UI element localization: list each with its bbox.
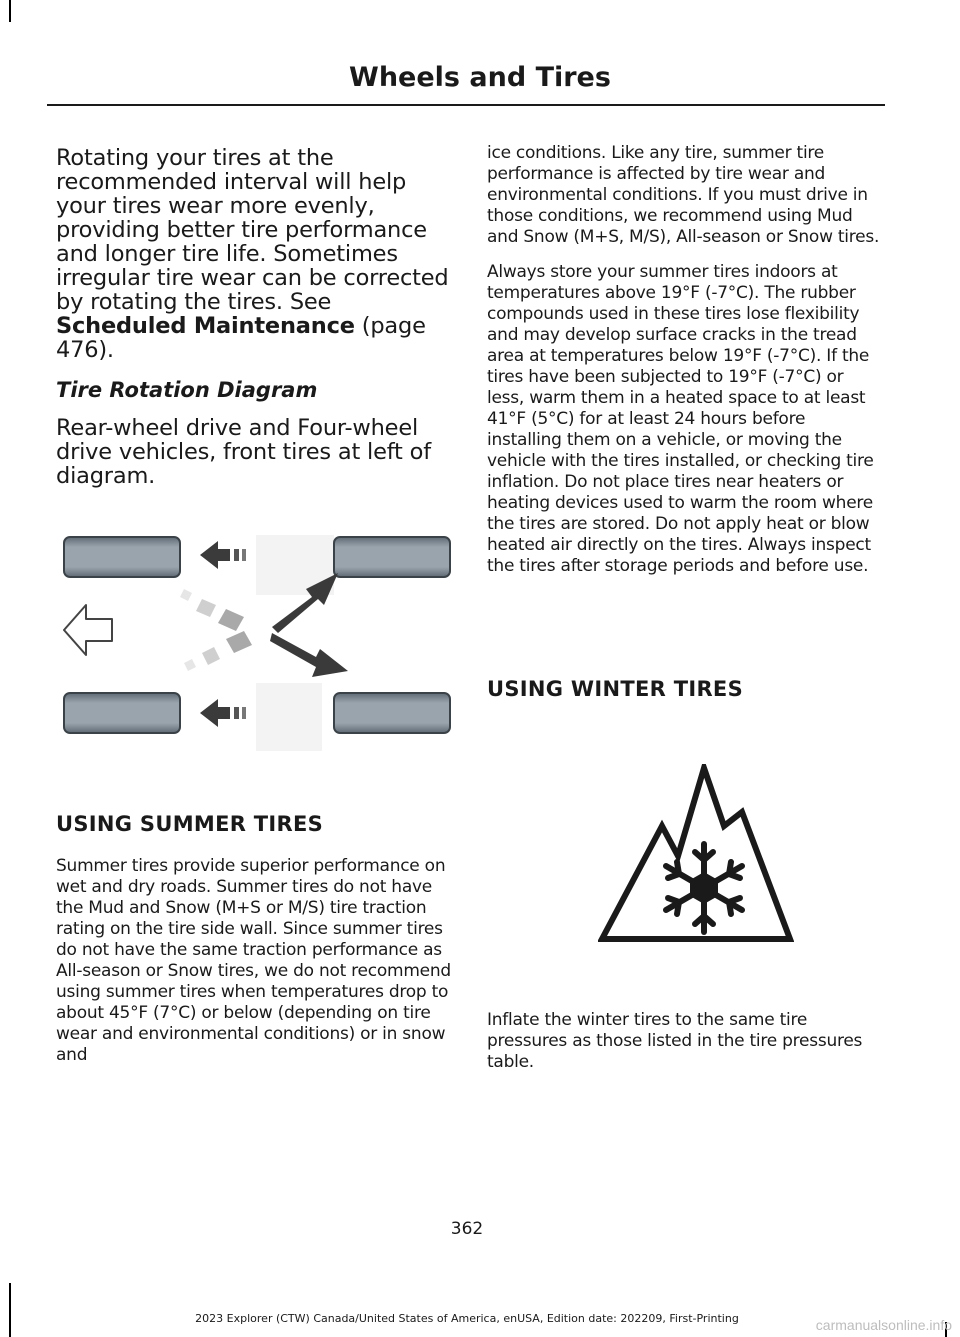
edition-footer: 2023 Explorer (CTW) Canada/United States of America, enUSA, Edition date: 202209, First-Printing (195, 1312, 739, 1325)
crop-mark-top-left (9, 0, 11, 22)
page-title: Wheels and Tires (349, 62, 611, 93)
arrow-rear-to-front-bottom-icon (200, 699, 246, 727)
rotation-intro-text: Rotating your tires at the recommended interval will help your tires wear more evenly, providing better tire performance and longer tire life. Sometimes irregular tire wear can be corrected by rotating the tires. See (56, 145, 449, 315)
winter-tires-heading: USING WINTER TIRES (487, 677, 743, 701)
diagram-shade-bottom (256, 683, 322, 751)
direction-of-travel-arrow-icon (64, 605, 112, 655)
page-reference: (page 476). (56, 313, 426, 363)
left-column (56, 146, 451, 504)
summer-tires-paragraph-continued: ice conditions. Like any tire, summer tire performance is affected by tire wear and environmental conditions. If you must drive in those conditions, we recommend using Mud and Snow (M+S, M/S), All-season or Snow tires. (487, 143, 880, 247)
right-column (487, 143, 882, 591)
summer-tires-heading: USING SUMMER TIRES (56, 812, 324, 836)
winter-tires-section (487, 1010, 882, 1087)
scheduled-maintenance-link[interactable]: Scheduled Maintenance (56, 313, 355, 339)
tire-rotation-diagram (56, 527, 456, 757)
tire-rear-left (334, 537, 450, 577)
summer-tires-paragraph: Summer tires provide superior performance on wet and dry roads. Summer tires do not have the Mud and Snow (M+S or M/S) tire traction rating on the tire side wall. Since summer tires do not have the same traction performance as All-season or Snow tires, we do not recommend using summer tires when temperatures drop to about 45°F (7°C) or below (depending on tire wear and environmental conditions) or in snow and (56, 856, 451, 1065)
rotation-intro (56, 146, 451, 362)
page-number: 362 (450, 1219, 484, 1239)
summer-tires-section (56, 812, 451, 1080)
winter-tires-heading-wrap (487, 677, 882, 701)
winter-tires-paragraph: Inflate the winter tires to the same tire pressures as those listed in the tire pressures table. (487, 1010, 863, 1072)
header-rule (47, 104, 885, 106)
tire-front-left (64, 537, 180, 577)
tire-rear-right (334, 693, 450, 733)
arrow-rear-to-front-top-icon (200, 541, 246, 569)
summer-tires-storage-paragraph: Always store your summer tires indoors at temperatures above 19°F (-7°C). The rubber compounds used in these tires lose flexibility and may develop surface cracks in the tread area at temperatures below 19°F (-7°C). If the tires have been subjected to 19°F (-7°C) or less, warm them in a heated space to at least 41°F (5°C) for at least 24 hours before installing them on a vehicle, or moving the vehicle with the tires installed, or checking tire inflation. Do not place tires near heaters or heating devices used to warm the room where the tires are stored. Do not apply heat or blow heated air directly on the tires. Always inspect the tires after storage periods and before use. (487, 262, 874, 576)
arrow-front-to-rear-cross-down-icon (184, 631, 348, 677)
watermark: carmanualsonline.info (815, 1317, 952, 1333)
mountain-snowflake-icon (598, 764, 794, 944)
diagram-heading: Tire Rotation Diagram (56, 378, 318, 402)
diagram-caption: Rear-wheel drive and Four-wheel drive vehicles, front tires at left of diagram. (56, 415, 431, 489)
crop-mark-bottom-left (9, 1283, 11, 1337)
tire-front-right (64, 693, 180, 733)
